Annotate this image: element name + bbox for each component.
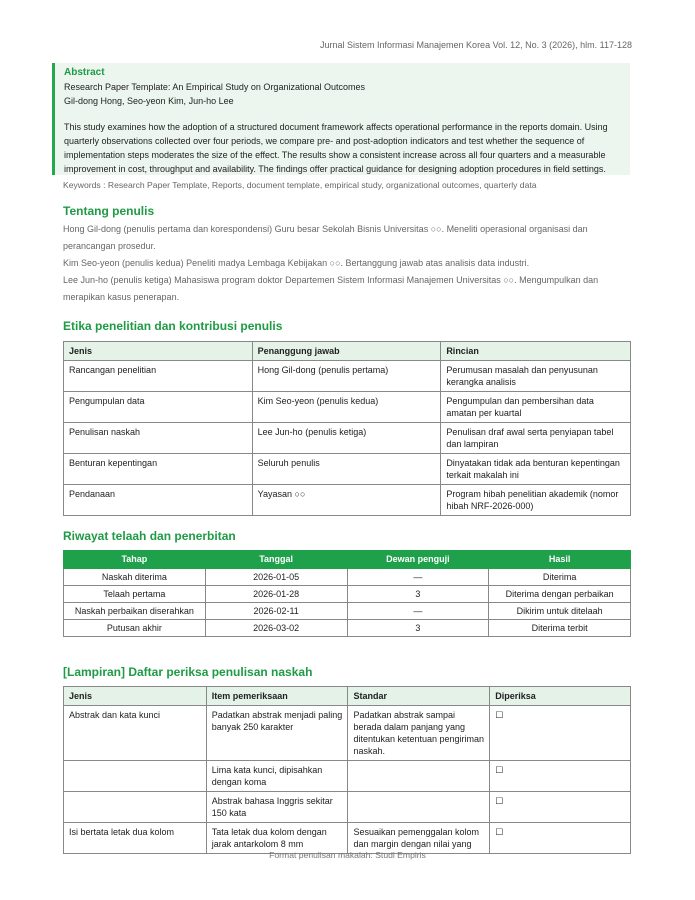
table-cell: 3 [347,620,489,637]
table-cell: Naskah diterima [64,569,206,586]
table-cell: Putusan akhir [64,620,206,637]
table-cell: 2026-02-11 [205,603,347,620]
table-cell: Lima kata kunci, dipisahkan dengan koma [206,761,348,792]
keywords: Keywords : Research Paper Template, Reports, document template, empirical study, organizational outcomes, quarterly data [63,180,537,190]
table-cell: 2026-01-28 [205,586,347,603]
table-cell: Dinyatakan tidak ada benturan kepentingan terkait makalah ini [441,454,631,485]
table-cell: Rancangan penelitian [64,361,253,392]
table-cell [64,792,207,823]
page-footer: Format penulisan makalah: Studi Empiris [269,850,426,860]
table-cell: Sesuaikan pemenggalan kolom dan margin dengan nilai yang [348,823,490,854]
checklist-heading: [Lampiran] Daftar periksa penulisan naskah [63,665,313,679]
column-header: Diperiksa [490,687,631,706]
author-bio: Hong Gil-dong (penulis pertama dan korespondensi) Guru besar Sekolah Bisnis Universitas ○○. Meneliti operasional organisasi dan perancangan prosedur. [63,224,588,251]
abstract-authors: Gil-dong Hong, Seo-yeon Kim, Jun-ho Lee [64,96,234,106]
abstract-paper-title: Research Paper Template: An Empirical Study on Organizational Outcomes [64,82,365,92]
column-header: Item pemeriksaan [206,687,348,706]
journal-citation: Jurnal Sistem Informasi Manajemen Korea Vol. 12, No. 3 (2026), hlm. 117-128 [320,40,632,50]
table-cell: Benturan kepentingan [64,454,253,485]
checkbox[interactable]: ☐ [490,761,631,792]
author-bio: Lee Jun-ho (penulis ketiga) Mahasiswa program doktor Departemen Sistem Informasi Manajemen Universitas ○○. Mengumpulkan dan merapikan kasus penerapan. [63,275,599,302]
ethics-table [63,341,631,516]
table-row [64,620,631,637]
table-cell: Abstrak bahasa Inggris sekitar 150 kata [206,792,348,823]
table-row [64,706,631,761]
table-row [64,603,631,620]
table-row [64,423,631,454]
review-table [63,550,631,637]
table-cell: — [347,569,489,586]
table-row [64,361,631,392]
table-cell: Pengumpulan data [64,392,253,423]
about-authors-heading: Tentang penulis [63,204,155,218]
column-header: Jenis [64,687,207,706]
table-cell: Perumusan masalah dan penyusunan kerangka analisis [441,361,631,392]
checkbox[interactable]: ☐ [490,706,631,761]
table-cell: 2026-01-05 [205,569,347,586]
checkbox[interactable]: ☐ [490,792,631,823]
table-row [64,586,631,603]
table-row [64,392,631,423]
table-header-row [64,687,631,706]
table-cell: Hong Gil-dong (penulis pertama) [252,361,441,392]
table-cell: 2026-03-02 [205,620,347,637]
table-cell: Padatkan abstrak sampai berada dalam panjang yang ditentukan ketentuan pengiriman naskah. [348,706,490,761]
table-cell: Telaah pertama [64,586,206,603]
about-authors [63,221,633,306]
table-cell: Kim Seo-yeon (penulis kedua) [252,392,441,423]
column-header: Standar [348,687,490,706]
table-cell: Isi bertata letak dua kolom [64,823,207,854]
review-heading: Riwayat telaah dan penerbitan [63,529,236,543]
table-header-row [64,551,631,569]
table-cell [348,761,490,792]
table-row [64,823,631,854]
author-bio: Kim Seo-yeon (penulis kedua) Peneliti madya Lembaga Kebijakan ○○. Bertanggung jawab atas analisis data industri. [63,258,530,268]
column-header: Tanggal [205,551,347,569]
table-cell: Pengumpulan dan pembersihan data amatan per kuartal [441,392,631,423]
table-cell: Yayasan ○○ [252,485,441,516]
table-cell: Abstrak dan kata kunci [64,706,207,761]
table-cell: Tata letak dua kolom dengan jarak antarkolom 8 mm [206,823,348,854]
table-cell: Diterima dengan perbaikan [489,586,631,603]
column-header: Dewan penguji [347,551,489,569]
table-cell: Lee Jun-ho (penulis ketiga) [252,423,441,454]
column-header: Rincian [441,342,631,361]
table-cell: Naskah perbaikan diserahkan [64,603,206,620]
abstract-heading: Abstract [64,67,105,78]
table-cell: Program hibah penelitian akademik (nomor hibah NRF-2026-000) [441,485,631,516]
table-cell: Pendanaan [64,485,253,516]
table-cell: 3 [347,586,489,603]
table-cell: Dikirim untuk ditelaah [489,603,631,620]
table-cell: Diterima terbit [489,620,631,637]
table-cell: Seluruh penulis [252,454,441,485]
ethics-heading: Etika penelitian dan kontribusi penulis [63,319,283,333]
table-header-row [64,342,631,361]
table-cell [64,761,207,792]
table-cell: — [347,603,489,620]
abstract-body: This study examines how the adoption of a structured document framework affects operational performance in the reports domain. Using quarterly observations collected over four periods, we compare pre- and post-adoption indicators and test whether the sequence of implementation steps moderates the size of the effect. The results show a consistent increase across all four quarters and a measurable improvement in cost, throughput and availability. The findings offer practical guidance for designing adoption procedures in field settings. [64,122,608,174]
table-row [64,792,631,823]
abstract-box [52,63,630,175]
column-header: Hasil [489,551,631,569]
checkbox[interactable]: ☐ [490,823,631,854]
table-row [64,485,631,516]
column-header: Penanggung jawab [252,342,441,361]
table-cell: Penulisan draf awal serta penyiapan tabel dan lampiran [441,423,631,454]
table-cell [348,792,490,823]
table-row [64,761,631,792]
checklist-table [63,686,631,854]
table-cell: Penulisan naskah [64,423,253,454]
table-row [64,569,631,586]
table-cell: Diterima [489,569,631,586]
table-row [64,454,631,485]
column-header: Jenis [64,342,253,361]
table-cell: Padatkan abstrak menjadi paling banyak 250 karakter [206,706,348,761]
column-header: Tahap [64,551,206,569]
